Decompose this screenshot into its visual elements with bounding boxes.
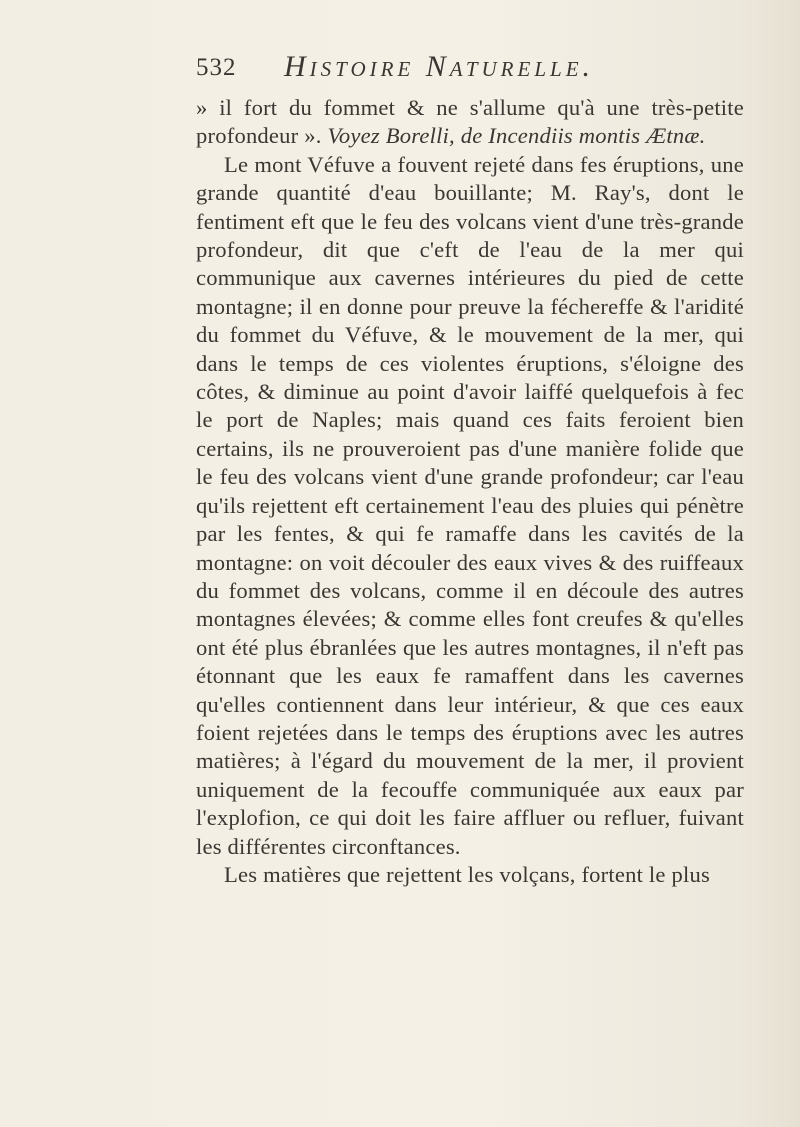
- paragraph-1: [196, 94, 744, 151]
- paragraph-3: Les matières que rejettent les volçans, fortent le plus: [224, 861, 710, 887]
- citation: Voyez Borelli, de Incendiis montis Ætnæ.: [327, 123, 706, 149]
- paragraph-2: Le mont Véfuve a fouvent rejeté dans fes éruptions, une grande quantité d'eau bouillante; M. Ray's, dont le fentiment eft que le feu des volcans vient d'une très-grande profondeur, dit que c'eft de l'eau de la mer qui communique aux cavernes intérieures du pied de cette montagne; il en donne pour preuve la féchereffe & l'aridité du fommet du Véfuve, & le mouvement de la mer, qui dans le temps de ces violentes éruptions, s'éloigne des côtes, & diminue au point d'avoir laiffé quelquefois à fec le port de Naples; mais quand ces faits feroient bien certains, ils ne prouveroient pas d'une manière folide que le feu des volcans vient d'une grande profondeur; car l'eau qu'ils rejettent eft certainement l'eau des pluies qui pénètre par les fentes, & qui fe ramaffe dans les cavités de la montagne: on voit découler des eaux vives & des ruiffeaux du fommet des volcans, comme il en découle des autres montagnes élevées; & comme elles font creufes & qu'elles ont été plus ébranlées que les autres montagnes, il n'eft pas étonnant que les eaux fe ramaffent dans les cavernes qu'elles contiennent dans leur intérieur, & que ces eaux foient rejetées dans le temps des éruptions avec les autres matières; à l'égard du mouvement de la mer, il provient uniquement de la fecouffe communiquée aux eaux par l'explofion, ce qui doit les faire affluer ou refluer, fuivant les différentes circonftances.: [196, 151, 744, 859]
- page-header: [196, 50, 736, 90]
- paragraph-1-text: » il fort du fommet & ne s'allume qu'à une très-petite profondeur ».: [196, 95, 744, 149]
- running-title: Histoire Naturelle.: [284, 50, 595, 83]
- body-text: [196, 94, 744, 889]
- page-number: 532: [196, 54, 237, 81]
